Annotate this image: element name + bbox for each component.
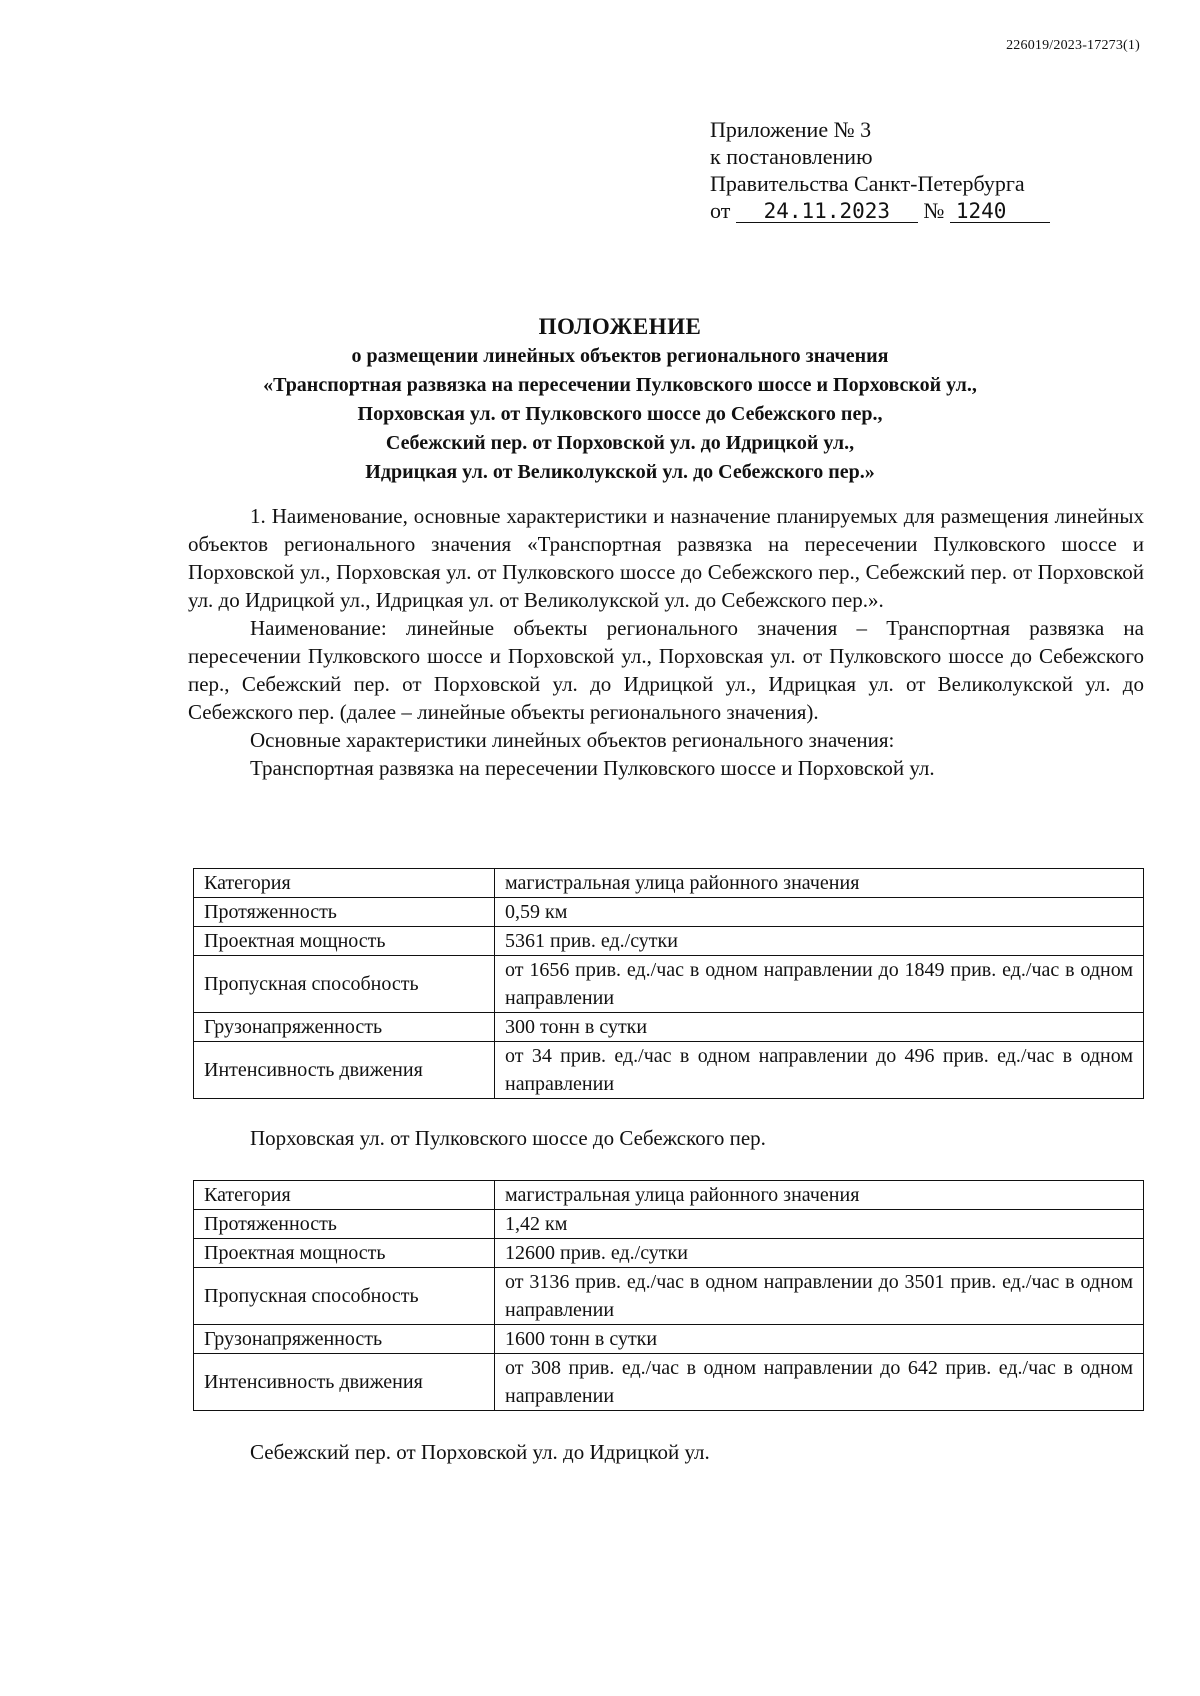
section-caption-2: Порховская ул. от Пулковского шоссе до Себежского пер. (250, 1126, 766, 1150)
title-line: о размещении линейных объектов регионального значения (351, 345, 889, 367)
number-label: № (923, 198, 945, 223)
table-row (194, 1042, 1144, 1099)
table-row (194, 1210, 1144, 1239)
table-cell-value: магистральная улица районного значения (495, 869, 1144, 898)
table-row (194, 927, 1144, 956)
table-cell-key: Протяженность (194, 1210, 495, 1239)
from-label: от (710, 198, 731, 223)
table-row (194, 1239, 1144, 1268)
appendix-block (710, 116, 1130, 224)
title-heading: ПОЛОЖЕНИЕ (538, 314, 702, 339)
table-cell-key: Проектная мощность (194, 927, 495, 956)
table-cell-value: магистральная улица районного значения (495, 1181, 1144, 1210)
table-row (194, 1013, 1144, 1042)
table-cell-key: Интенсивность движения (194, 1042, 495, 1099)
title-line: Идрицкая ул. от Великолукской ул. до Себежского пер.» (365, 461, 875, 483)
table-cell-value: от 1656 прив. ед./час в одном направлении до 1849 прив. ед./час в одном направлении (495, 956, 1144, 1013)
paragraph-4: Транспортная развязка на пересечении Пулковского шоссе и Порховской ул. (250, 756, 935, 780)
table-cell-value: 5361 прив. ед./сутки (495, 927, 1144, 956)
table-cell-key: Категория (194, 869, 495, 898)
table-cell-key: Пропускная способность (194, 956, 495, 1013)
table-cell-key: Интенсивность движения (194, 1354, 495, 1411)
table-cell-value: 1,42 км (495, 1210, 1144, 1239)
decree-date: 24.11.2023 (736, 200, 918, 223)
table-cell-key: Грузонапряженность (194, 1013, 495, 1042)
paragraph-2: Наименование: линейные объекты регионального значения – Транспортная развязка на пересечении Пулковского шоссе и Порховской ул., Порховская ул. от Пулковского шоссе до Себежского пер., Себежский пер. от Порховской ул. до Идрицкой ул., Идрицкая ул. от Великолукской ул. до Себежского пер. (далее – линейные объекты регионального значения). (188, 616, 1144, 724)
table-row (194, 1181, 1144, 1210)
characteristics-table-2 (193, 1180, 1144, 1411)
paragraph-3: Основные характеристики линейных объектов регионального значения: (250, 728, 895, 752)
table-cell-value: от 308 прив. ед./час в одном направлении до 642 прив. ед./час в одном направлении (495, 1354, 1144, 1411)
title-line: «Транспортная развязка на пересечении Пулковского шоссе и Порховской ул., (263, 374, 977, 396)
table-cell-key: Категория (194, 1181, 495, 1210)
table-cell-value: 12600 прив. ед./сутки (495, 1239, 1144, 1268)
table-cell-value: 300 тонн в сутки (495, 1013, 1144, 1042)
document-id: 226019/2023-17273(1) (1006, 38, 1140, 53)
title-line: Себежский пер. от Порховской ул. до Идрицкой ул., (385, 432, 855, 454)
table-cell-value: 1600 тонн в сутки (495, 1325, 1144, 1354)
table-cell-key: Грузонапряженность (194, 1325, 495, 1354)
table-row (194, 869, 1144, 898)
appendix-title: Приложение № 3 (710, 117, 872, 142)
section-caption-3: Себежский пер. от Порховской ул. до Идрицкой ул. (250, 1440, 710, 1464)
table-cell-value: от 3136 прив. ед./час в одном направлении до 3501 прив. ед./час в одном направлении (495, 1268, 1144, 1325)
decree-number: 1240 (950, 200, 1050, 223)
table-cell-value: 0,59 км (495, 898, 1144, 927)
table-row (194, 1354, 1144, 1411)
table-cell-key: Протяженность (194, 898, 495, 927)
table-row (194, 1325, 1144, 1354)
table-cell-value: от 34 прив. ед./час в одном направлении до 496 прив. ед./час в одном направлении (495, 1042, 1144, 1099)
characteristics-table-1 (193, 868, 1144, 1099)
paragraph-1: 1. Наименование, основные характеристики и назначение планируемых для размещения линейных объектов регионального значения «Транспортная развязка на пересечении Пулковского шоссе и Порховской ул., Порховская ул. от Пулковского шоссе до Себежского пер., Себежский пер. от Порховской ул. до Идрицкой ул., Идрицкая ул. от Великолукской ул. до Себежского пер.». (188, 504, 1144, 612)
title-line: Порховская ул. от Пулковского шоссе до Себежского пер., (357, 403, 883, 425)
table-cell-key: Пропускная способность (194, 1268, 495, 1325)
table-row (194, 898, 1144, 927)
appendix-line-2: к постановлению (710, 144, 873, 169)
table-cell-key: Проектная мощность (194, 1239, 495, 1268)
appendix-line-3: Правительства Санкт-Петербурга (710, 171, 1025, 196)
table-row (194, 956, 1144, 1013)
body-text (188, 502, 1144, 782)
appendix-date-line (710, 197, 1130, 224)
document-title (170, 312, 1070, 487)
table-row (194, 1268, 1144, 1325)
